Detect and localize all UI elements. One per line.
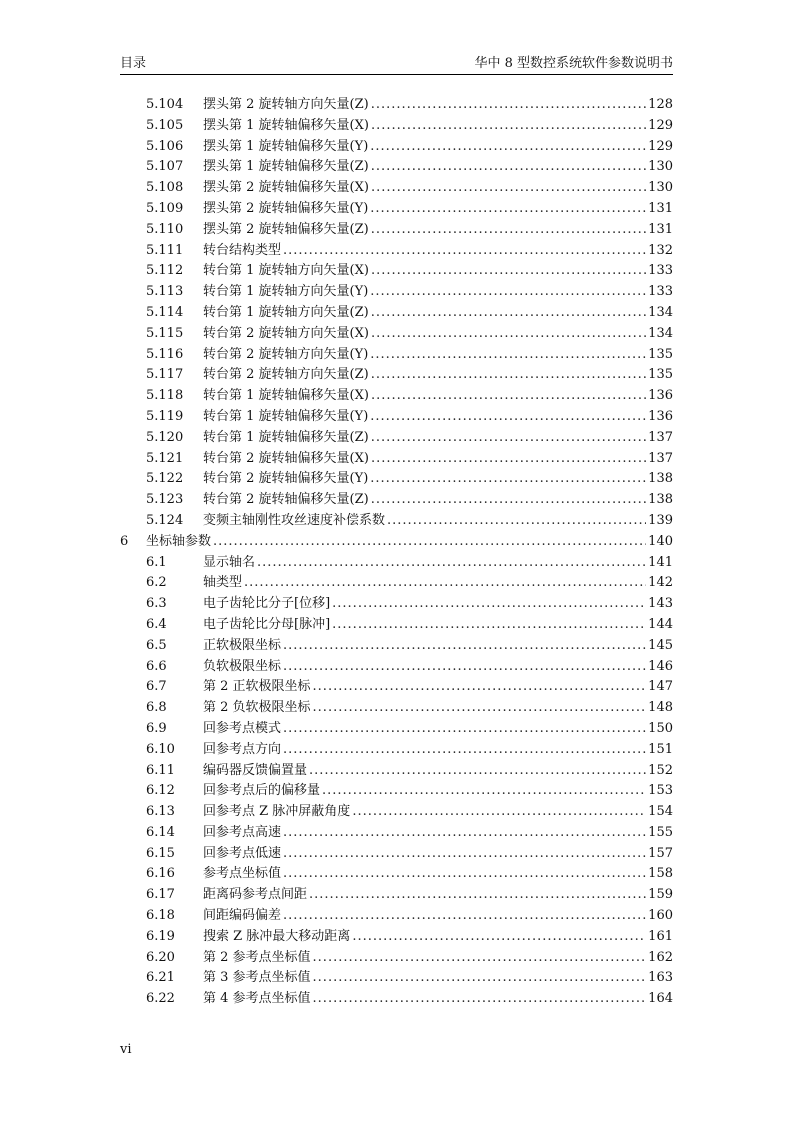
toc-entry-number: 5.114 bbox=[146, 304, 184, 320]
toc-entry-page: 136 bbox=[646, 407, 673, 428]
toc-entry-line bbox=[203, 657, 673, 678]
toc-entry-page: 135 bbox=[646, 365, 673, 386]
toc-entry-page: 151 bbox=[646, 740, 673, 761]
toc-entry-page: 129 bbox=[646, 116, 673, 137]
toc-entry-line bbox=[203, 864, 673, 885]
toc-entry-number: 5.108 bbox=[146, 180, 184, 196]
toc-entry-number: 5.116 bbox=[146, 346, 184, 362]
toc-entry-line bbox=[203, 573, 673, 594]
toc-entry-title: 转台第 2 旋转轴方向矢量(Y) bbox=[203, 345, 370, 366]
toc-entry-page: 132 bbox=[646, 241, 673, 262]
toc-entry-number: 5.115 bbox=[146, 325, 184, 341]
toc-entry-number: 6.22 bbox=[146, 991, 175, 1007]
toc-section-entry[interactable] bbox=[120, 116, 673, 137]
toc-entry-page: 133 bbox=[646, 282, 673, 303]
toc-entry-title: 第 4 参考点坐标值 bbox=[203, 989, 313, 1010]
toc-section-entry[interactable] bbox=[120, 199, 673, 220]
toc-entry-number: 6.12 bbox=[146, 783, 175, 799]
toc-entry-line bbox=[203, 636, 673, 657]
toc-entry-number: 5.121 bbox=[146, 450, 184, 466]
toc-dot-leader bbox=[371, 95, 646, 116]
toc-entry-line bbox=[203, 449, 673, 470]
toc-dot-leader bbox=[371, 261, 646, 282]
toc-section-entry[interactable] bbox=[120, 365, 673, 386]
toc-entry-line bbox=[203, 303, 673, 324]
toc-entry-number: 5.105 bbox=[146, 117, 184, 133]
toc-section-entry[interactable] bbox=[120, 469, 673, 490]
toc-entry-line bbox=[203, 95, 673, 116]
toc-section-entry[interactable] bbox=[120, 324, 673, 345]
toc-entry-title: 间距编码偏差 bbox=[203, 906, 283, 927]
toc-entry-line bbox=[203, 199, 673, 220]
toc-entry-page: 133 bbox=[646, 261, 673, 282]
toc-entry-number: 6.21 bbox=[146, 970, 175, 986]
toc-section-entry[interactable] bbox=[120, 906, 673, 927]
toc-dot-leader bbox=[371, 324, 646, 345]
toc-dot-leader bbox=[309, 885, 646, 906]
toc-entry-page: 137 bbox=[646, 449, 673, 470]
toc-entry-page: 160 bbox=[646, 906, 673, 927]
toc-entry-title: 转台第 1 旋转轴方向矢量(X) bbox=[203, 261, 371, 282]
toc-entry-number: 6.8 bbox=[146, 700, 167, 716]
toc-entry-title: 转台第 1 旋转轴偏移矢量(Z) bbox=[203, 428, 371, 449]
toc-section-entry[interactable] bbox=[120, 698, 673, 719]
toc-entry-number: 5.107 bbox=[146, 159, 184, 175]
header-document-title: 华中 8 型数控系统软件参数说明书 bbox=[474, 56, 673, 71]
page-header bbox=[120, 54, 673, 75]
toc-entry-page: 134 bbox=[646, 303, 673, 324]
toc-entry-number: 5.110 bbox=[146, 221, 184, 237]
toc-entry-page: 129 bbox=[646, 137, 673, 158]
toc-entry-number: 5.120 bbox=[146, 429, 184, 445]
toc-entry-line bbox=[203, 407, 673, 428]
toc-entry-page: 138 bbox=[646, 469, 673, 490]
toc-entry-page: 146 bbox=[646, 657, 673, 678]
toc-section-entry[interactable] bbox=[120, 740, 673, 761]
toc-entry-page: 134 bbox=[646, 324, 673, 345]
toc-dot-leader bbox=[213, 532, 646, 553]
toc-entry-title: 转台第 1 旋转轴偏移矢量(Y) bbox=[203, 407, 370, 428]
toc-dot-leader bbox=[370, 345, 646, 366]
toc-entry-page: 150 bbox=[646, 719, 673, 740]
toc-section-entry[interactable] bbox=[120, 95, 673, 116]
toc-dot-leader bbox=[370, 137, 646, 158]
toc-dot-leader bbox=[332, 594, 646, 615]
toc-dot-leader bbox=[283, 740, 646, 761]
toc-entry-page: 135 bbox=[646, 345, 673, 366]
toc-entry-title: 轴类型 bbox=[203, 573, 244, 594]
toc-entry-page: 159 bbox=[646, 885, 673, 906]
toc-entry-number: 6.17 bbox=[146, 887, 175, 903]
toc-section-entry[interactable] bbox=[120, 345, 673, 366]
toc-entry-page: 152 bbox=[646, 761, 673, 782]
toc-section-entry[interactable] bbox=[120, 594, 673, 615]
toc-entry-line bbox=[203, 927, 673, 948]
toc-entry-line bbox=[203, 594, 673, 615]
toc-entry-line bbox=[203, 157, 673, 178]
toc-section-entry[interactable] bbox=[120, 137, 673, 158]
toc-entry-number: 5.124 bbox=[146, 512, 184, 528]
toc-entry-page: 157 bbox=[646, 844, 673, 865]
toc-entry-page: 161 bbox=[646, 927, 673, 948]
toc-dot-leader bbox=[313, 989, 647, 1010]
toc-section-entry[interactable] bbox=[120, 428, 673, 449]
toc-entry-page: 162 bbox=[646, 948, 673, 969]
toc-dot-leader bbox=[352, 927, 646, 948]
toc-entry-line bbox=[203, 137, 673, 158]
toc-section-entry[interactable] bbox=[120, 885, 673, 906]
toc-dot-leader bbox=[313, 948, 647, 969]
toc-entry-title: 摆头第 1 旋转轴偏移矢量(X) bbox=[203, 116, 371, 137]
toc-dot-leader bbox=[371, 303, 646, 324]
toc-section-entry[interactable] bbox=[120, 989, 673, 1010]
table-of-contents bbox=[120, 95, 673, 1010]
toc-entry-title: 转台第 1 旋转轴方向矢量(Y) bbox=[203, 282, 370, 303]
toc-entry-number: 6.10 bbox=[146, 741, 175, 757]
toc-entry-line bbox=[203, 823, 673, 844]
toc-section-entry[interactable] bbox=[120, 781, 673, 802]
toc-entry-title: 正软极限坐标 bbox=[203, 636, 283, 657]
toc-entry-line bbox=[203, 261, 673, 282]
toc-entry-line bbox=[203, 989, 673, 1010]
toc-section-entry[interactable] bbox=[120, 178, 673, 199]
toc-entry-line bbox=[203, 968, 673, 989]
toc-entry-title: 转台第 2 旋转轴偏移矢量(Z) bbox=[203, 490, 371, 511]
toc-entry-title: 第 3 参考点坐标值 bbox=[203, 968, 313, 989]
toc-entry-title: 转台第 1 旋转轴偏移矢量(X) bbox=[203, 386, 371, 407]
toc-entry-title: 回参考点高速 bbox=[203, 823, 283, 844]
toc-entry-page: 147 bbox=[646, 677, 673, 698]
toc-dot-leader bbox=[322, 781, 646, 802]
toc-chapter-entry[interactable] bbox=[120, 532, 673, 553]
toc-entry-number: 6.13 bbox=[146, 804, 175, 820]
toc-section-entry[interactable] bbox=[120, 719, 673, 740]
toc-dot-leader bbox=[332, 615, 646, 636]
toc-dot-leader bbox=[283, 844, 646, 865]
toc-dot-leader bbox=[257, 553, 646, 574]
toc-section-entry[interactable] bbox=[120, 553, 673, 574]
toc-dot-leader bbox=[283, 719, 646, 740]
toc-dot-leader bbox=[283, 241, 646, 262]
toc-entry-number: 6.18 bbox=[146, 908, 175, 924]
toc-section-entry[interactable] bbox=[120, 927, 673, 948]
toc-entry-title: 摆头第 2 旋转轴偏移矢量(Y) bbox=[203, 199, 370, 220]
toc-entry-title: 摆头第 2 旋转轴方向矢量(Z) bbox=[203, 95, 371, 116]
toc-dot-leader bbox=[371, 178, 646, 199]
toc-entry-title: 搜索 Z 脉冲最大移动距离 bbox=[203, 927, 352, 948]
toc-entry-line bbox=[203, 345, 673, 366]
toc-entry-number: 5.111 bbox=[146, 242, 184, 258]
toc-entry-number: 5.119 bbox=[146, 408, 184, 424]
toc-section-entry[interactable] bbox=[120, 282, 673, 303]
toc-entry-title: 回参考点 Z 脉冲屏蔽角度 bbox=[203, 802, 352, 823]
toc-entry-number: 6.9 bbox=[146, 720, 167, 736]
toc-entry-page: 130 bbox=[646, 178, 673, 199]
toc-entry-title: 回参考点方向 bbox=[203, 740, 283, 761]
toc-section-entry[interactable] bbox=[120, 615, 673, 636]
toc-dot-leader bbox=[313, 677, 647, 698]
toc-section-entry[interactable] bbox=[120, 449, 673, 470]
toc-entry-number: 6.19 bbox=[146, 928, 175, 944]
toc-entry-line bbox=[203, 802, 673, 823]
toc-section-entry[interactable] bbox=[120, 948, 673, 969]
toc-dot-leader bbox=[371, 386, 646, 407]
header-section-title: 目录 bbox=[120, 56, 147, 71]
toc-entry-page: 163 bbox=[646, 968, 673, 989]
toc-dot-leader bbox=[370, 282, 646, 303]
toc-entry-line bbox=[203, 781, 673, 802]
toc-entry-page: 158 bbox=[646, 864, 673, 885]
toc-entry-number: 5.104 bbox=[146, 97, 184, 112]
toc-entry-title: 回参考点低速 bbox=[203, 844, 283, 865]
toc-entry-line bbox=[203, 719, 673, 740]
toc-entry-line bbox=[203, 386, 673, 407]
toc-entry-title: 转台第 2 旋转轴方向矢量(Z) bbox=[203, 365, 371, 386]
toc-entry-line bbox=[203, 428, 673, 449]
toc-entry-title: 转台第 2 旋转轴偏移矢量(X) bbox=[203, 449, 371, 470]
toc-dot-leader bbox=[370, 469, 646, 490]
toc-entry-number: 6.4 bbox=[146, 616, 167, 632]
toc-entry-number: 5.113 bbox=[146, 284, 184, 300]
toc-entry-number: 6 bbox=[120, 533, 129, 549]
toc-section-entry[interactable] bbox=[120, 261, 673, 282]
toc-section-entry[interactable] bbox=[120, 761, 673, 782]
toc-entry-title: 显示轴名 bbox=[203, 553, 257, 574]
toc-section-entry[interactable] bbox=[120, 657, 673, 678]
toc-entry-page: 137 bbox=[646, 428, 673, 449]
toc-entry-number: 6.2 bbox=[146, 575, 167, 591]
toc-entry-number: 6.7 bbox=[146, 679, 167, 695]
toc-dot-leader bbox=[283, 636, 646, 657]
toc-section-entry[interactable] bbox=[120, 844, 673, 865]
toc-entry-line bbox=[203, 324, 673, 345]
toc-entry-number: 5.117 bbox=[146, 367, 184, 383]
toc-entry-line bbox=[203, 698, 673, 719]
toc-entry-title: 第 2 正软极限坐标 bbox=[203, 677, 313, 698]
toc-dot-leader bbox=[371, 220, 646, 241]
toc-entry-page: 142 bbox=[646, 573, 673, 594]
toc-entry-number: 5.109 bbox=[146, 200, 184, 216]
toc-dot-leader bbox=[371, 449, 646, 470]
toc-entry-title: 坐标轴参数 bbox=[146, 532, 213, 553]
page-number: vi bbox=[120, 1042, 132, 1057]
toc-entry-title: 摆头第 2 旋转轴偏移矢量(X) bbox=[203, 178, 371, 199]
toc-entry-number: 6.6 bbox=[146, 658, 167, 674]
toc-entry-line bbox=[203, 844, 673, 865]
toc-entry-line bbox=[203, 282, 673, 303]
toc-entry-page: 141 bbox=[646, 553, 673, 574]
toc-entry-number: 6.5 bbox=[146, 637, 167, 653]
toc-entry-line bbox=[203, 615, 673, 636]
toc-section-entry[interactable] bbox=[120, 157, 673, 178]
toc-entry-title: 转台第 2 旋转轴方向矢量(X) bbox=[203, 324, 371, 345]
toc-entry-page: 128 bbox=[646, 95, 673, 116]
toc-entry-line bbox=[203, 241, 673, 262]
toc-entry-number: 5.112 bbox=[146, 263, 184, 279]
toc-entry-title: 电子齿轮比分母[脉冲] bbox=[203, 615, 332, 636]
toc-entry-line bbox=[203, 553, 673, 574]
toc-entry-page: 139 bbox=[646, 511, 673, 532]
toc-entry-number: 5.123 bbox=[146, 492, 184, 508]
toc-section-entry[interactable] bbox=[120, 573, 673, 594]
toc-dot-leader bbox=[371, 365, 646, 386]
toc-entry-number: 6.15 bbox=[146, 845, 175, 861]
toc-section-entry[interactable] bbox=[120, 968, 673, 989]
toc-entry-title: 负软极限坐标 bbox=[203, 657, 283, 678]
toc-entry-title: 编码器反馈偏置量 bbox=[203, 761, 309, 782]
toc-entry-number: 5.122 bbox=[146, 471, 184, 487]
toc-entry-title: 转台结构类型 bbox=[203, 241, 283, 262]
toc-section-entry[interactable] bbox=[120, 636, 673, 657]
toc-entry-page: 164 bbox=[646, 989, 673, 1010]
toc-dot-leader bbox=[370, 199, 646, 220]
toc-dot-leader bbox=[283, 657, 646, 678]
toc-entry-page: 148 bbox=[646, 698, 673, 719]
toc-entry-number: 6.1 bbox=[146, 554, 167, 570]
toc-entry-page: 131 bbox=[646, 199, 673, 220]
toc-entry-page: 140 bbox=[646, 532, 673, 553]
toc-entry-number: 6.16 bbox=[146, 866, 175, 882]
toc-section-entry[interactable] bbox=[120, 490, 673, 511]
toc-entry-page: 153 bbox=[646, 781, 673, 802]
toc-dot-leader bbox=[244, 573, 646, 594]
toc-entry-title: 电子齿轮比分子[位移] bbox=[203, 594, 332, 615]
toc-entry-line bbox=[203, 490, 673, 511]
toc-entry-line bbox=[203, 906, 673, 927]
toc-dot-leader bbox=[371, 157, 646, 178]
toc-entry-title: 回参考点后的偏移量 bbox=[203, 781, 322, 802]
toc-dot-leader bbox=[283, 823, 646, 844]
toc-entry-title: 摆头第 1 旋转轴偏移矢量(Z) bbox=[203, 157, 371, 178]
toc-entry-title: 摆头第 1 旋转轴偏移矢量(Y) bbox=[203, 137, 370, 158]
toc-entry-title: 第 2 参考点坐标值 bbox=[203, 948, 313, 969]
toc-section-entry[interactable] bbox=[120, 677, 673, 698]
toc-section-entry[interactable] bbox=[120, 303, 673, 324]
toc-entry-number: 6.14 bbox=[146, 824, 175, 840]
toc-entry-page: 155 bbox=[646, 823, 673, 844]
toc-section-entry[interactable] bbox=[120, 802, 673, 823]
toc-entry-line bbox=[203, 220, 673, 241]
toc-entry-line bbox=[203, 761, 673, 782]
toc-entry-title: 转台第 1 旋转轴方向矢量(Z) bbox=[203, 303, 371, 324]
toc-entry-page: 131 bbox=[646, 220, 673, 241]
toc-entry-title: 摆头第 2 旋转轴偏移矢量(Z) bbox=[203, 220, 371, 241]
toc-entry-page: 154 bbox=[646, 802, 673, 823]
toc-entry-title: 距离码参考点间距 bbox=[203, 885, 309, 906]
toc-section-entry[interactable] bbox=[120, 864, 673, 885]
toc-dot-leader bbox=[370, 407, 646, 428]
toc-section-entry[interactable] bbox=[120, 241, 673, 262]
toc-entry-line bbox=[203, 740, 673, 761]
toc-entry-page: 130 bbox=[646, 157, 673, 178]
toc-entry-title: 回参考点模式 bbox=[203, 719, 283, 740]
toc-dot-leader bbox=[283, 906, 646, 927]
toc-entry-line bbox=[203, 178, 673, 199]
toc-section-entry[interactable] bbox=[120, 407, 673, 428]
toc-entry-line bbox=[203, 885, 673, 906]
toc-dot-leader bbox=[313, 968, 647, 989]
toc-entry-page: 143 bbox=[646, 594, 673, 615]
toc-dot-leader bbox=[371, 116, 646, 137]
toc-section-entry[interactable] bbox=[120, 511, 673, 532]
toc-entry-number: 6.3 bbox=[146, 596, 167, 612]
toc-dot-leader bbox=[283, 864, 646, 885]
toc-dot-leader bbox=[371, 490, 646, 511]
toc-entry-line bbox=[203, 677, 673, 698]
toc-entry-page: 144 bbox=[646, 615, 673, 636]
toc-entry-line bbox=[203, 365, 673, 386]
toc-entry-number: 5.118 bbox=[146, 388, 184, 404]
toc-dot-leader bbox=[352, 802, 646, 823]
toc-entry-line bbox=[203, 948, 673, 969]
toc-entry-title: 第 2 负软极限坐标 bbox=[203, 698, 313, 719]
toc-entry-page: 145 bbox=[646, 636, 673, 657]
toc-entry-line bbox=[203, 116, 673, 137]
toc-dot-leader bbox=[313, 698, 647, 719]
toc-entry-page: 138 bbox=[646, 490, 673, 511]
toc-section-entry[interactable] bbox=[120, 823, 673, 844]
toc-entry-line bbox=[203, 511, 673, 532]
toc-entry-title: 转台第 2 旋转轴偏移矢量(Y) bbox=[203, 469, 370, 490]
toc-dot-leader bbox=[371, 428, 646, 449]
toc-dot-leader bbox=[309, 761, 646, 782]
toc-entry-line bbox=[146, 532, 673, 553]
toc-entry-number: 6.20 bbox=[146, 949, 175, 965]
toc-entry-title: 参考点坐标值 bbox=[203, 864, 283, 885]
toc-entry-number: 6.11 bbox=[146, 762, 175, 778]
toc-section-entry[interactable] bbox=[120, 220, 673, 241]
toc-entry-title: 变频主轴刚性攻丝速度补偿系数 bbox=[203, 511, 387, 532]
toc-dot-leader bbox=[387, 511, 646, 532]
toc-entry-number: 5.106 bbox=[146, 138, 184, 154]
toc-section-entry[interactable] bbox=[120, 386, 673, 407]
toc-entry-page: 136 bbox=[646, 386, 673, 407]
toc-entry-line bbox=[203, 469, 673, 490]
